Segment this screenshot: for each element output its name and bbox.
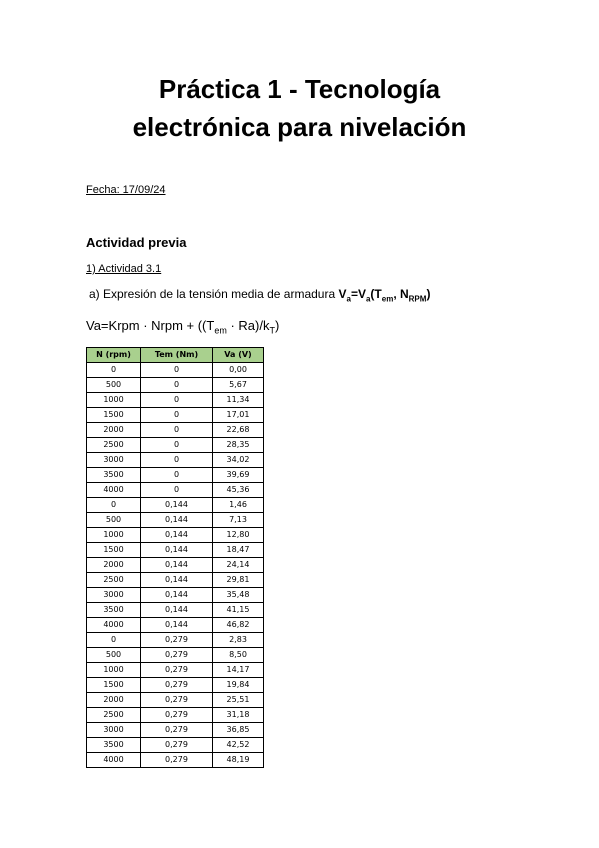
cell-tem-nm: 0,144: [141, 498, 213, 513]
table-row: [87, 573, 264, 588]
cell-tem-nm: 0,279: [141, 693, 213, 708]
cell-n-rpm: 500: [87, 513, 141, 528]
cell-n-rpm: 2000: [87, 423, 141, 438]
header-n-rpm: N (rpm): [87, 348, 141, 363]
cell-n-rpm: 0: [87, 633, 141, 648]
table-row: [87, 528, 264, 543]
table-row: [87, 453, 264, 468]
table-row: [87, 618, 264, 633]
cell-n-rpm: 4000: [87, 618, 141, 633]
table-row: [87, 468, 264, 483]
cell-n-rpm: 2500: [87, 708, 141, 723]
cell-tem-nm: 0,144: [141, 513, 213, 528]
table-row: [87, 408, 264, 423]
cell-va-v: 22,68: [213, 423, 264, 438]
cell-va-v: 7,13: [213, 513, 264, 528]
armature-voltage-formula: Va=Krpm · Nrpm + $((T_{em} \cdot Ra)/k_T)$: [86, 318, 280, 336]
cell-tem-nm: 0,279: [141, 753, 213, 768]
title-line-2: electrónica para nivelación: [132, 112, 467, 142]
cell-tem-nm: 0: [141, 423, 213, 438]
cell-n-rpm: 500: [87, 378, 141, 393]
cell-va-v: 25,51: [213, 693, 264, 708]
cell-n-rpm: 1000: [87, 663, 141, 678]
cell-tem-nm: 0: [141, 453, 213, 468]
cell-n-rpm: 1000: [87, 393, 141, 408]
activity-label: 1) Actividad 3.1: [86, 263, 162, 275]
cell-n-rpm: 3000: [87, 588, 141, 603]
voltage-table: [86, 347, 264, 768]
cell-va-v: 2,83: [213, 633, 264, 648]
table-row: [87, 603, 264, 618]
cell-n-rpm: 2000: [87, 558, 141, 573]
cell-tem-nm: 0,144: [141, 528, 213, 543]
table-row: [87, 723, 264, 738]
table-row: [87, 498, 264, 513]
cell-tem-nm: 0,144: [141, 573, 213, 588]
cell-n-rpm: 2500: [87, 573, 141, 588]
cell-va-v: 35,48: [213, 588, 264, 603]
cell-va-v: 48,19: [213, 753, 264, 768]
cell-va-v: 17,01: [213, 408, 264, 423]
table-row: [87, 633, 264, 648]
cell-va-v: 1,46: [213, 498, 264, 513]
cell-va-v: 46,82: [213, 618, 264, 633]
cell-va-v: 5,67: [213, 378, 264, 393]
cell-n-rpm: 2500: [87, 438, 141, 453]
table-row: [87, 378, 264, 393]
cell-va-v: 42,52: [213, 738, 264, 753]
cell-va-v: 29,81: [213, 573, 264, 588]
cell-va-v: 41,15: [213, 603, 264, 618]
cell-tem-nm: 0: [141, 468, 213, 483]
title-line-1: Práctica 1 - Tecnología: [158, 74, 441, 104]
cell-tem-nm: 0,279: [141, 678, 213, 693]
cell-n-rpm: 0: [87, 498, 141, 513]
subtask-expression: $V_a=V_a(T_{em}$, $N_{RPM}$): [338, 287, 431, 304]
cell-n-rpm: 1500: [87, 678, 141, 693]
cell-n-rpm: 2000: [87, 693, 141, 708]
cell-va-v: 39,69: [213, 468, 264, 483]
cell-tem-nm: 0: [141, 363, 213, 378]
table-row: [87, 753, 264, 768]
cell-va-v: 12,80: [213, 528, 264, 543]
cell-tem-nm: 0: [141, 378, 213, 393]
cell-va-v: 8,50: [213, 648, 264, 663]
cell-va-v: 24,14: [213, 558, 264, 573]
header-va-v: Va (V): [213, 348, 264, 363]
cell-n-rpm: 3500: [87, 603, 141, 618]
cell-tem-nm: 0,144: [141, 588, 213, 603]
table-row: [87, 423, 264, 438]
cell-n-rpm: 3000: [87, 723, 141, 738]
table-row: [87, 438, 264, 453]
table-row: [87, 693, 264, 708]
table-row: [87, 543, 264, 558]
document-title: [0, 70, 599, 146]
cell-va-v: 34,02: [213, 453, 264, 468]
date-label: Fecha: 17/09/24: [86, 184, 166, 196]
cell-va-v: 31,18: [213, 708, 264, 723]
cell-tem-nm: 0,279: [141, 648, 213, 663]
table-row: [87, 558, 264, 573]
subtask-prefix: a) Expresión de la tensión media de armadura: [89, 287, 339, 301]
cell-va-v: 45,36: [213, 483, 264, 498]
cell-n-rpm: 1500: [87, 543, 141, 558]
table-row: [87, 363, 264, 378]
cell-tem-nm: 0,279: [141, 633, 213, 648]
cell-n-rpm: 500: [87, 648, 141, 663]
table-row: [87, 663, 264, 678]
cell-tem-nm: 0: [141, 393, 213, 408]
cell-va-v: 19,84: [213, 678, 264, 693]
table-row: [87, 738, 264, 753]
cell-n-rpm: 4000: [87, 753, 141, 768]
table-row: [87, 483, 264, 498]
cell-n-rpm: 1000: [87, 528, 141, 543]
cell-n-rpm: 4000: [87, 483, 141, 498]
cell-va-v: 28,35: [213, 438, 264, 453]
cell-tem-nm: 0,279: [141, 738, 213, 753]
table-header-row: [87, 348, 264, 363]
cell-tem-nm: 0,144: [141, 618, 213, 633]
header-tem-nm: Tem (Nm): [141, 348, 213, 363]
cell-va-v: 11,34: [213, 393, 264, 408]
cell-va-v: 18,47: [213, 543, 264, 558]
table-row: [87, 678, 264, 693]
cell-tem-nm: 0: [141, 483, 213, 498]
cell-tem-nm: 0,279: [141, 708, 213, 723]
table-row: [87, 513, 264, 528]
cell-va-v: 14,17: [213, 663, 264, 678]
cell-va-v: 0,00: [213, 363, 264, 378]
cell-tem-nm: 0,144: [141, 558, 213, 573]
cell-n-rpm: 0: [87, 363, 141, 378]
cell-n-rpm: 1500: [87, 408, 141, 423]
section-heading: Actividad previa: [86, 235, 187, 250]
table-row: [87, 588, 264, 603]
table-body: [87, 363, 264, 768]
cell-tem-nm: 0,144: [141, 543, 213, 558]
cell-tem-nm: 0: [141, 438, 213, 453]
table-row: [87, 393, 264, 408]
subtask-text: [89, 287, 430, 303]
table-row: [87, 708, 264, 723]
cell-va-v: 36,85: [213, 723, 264, 738]
table-row: [87, 648, 264, 663]
cell-n-rpm: 3500: [87, 468, 141, 483]
cell-tem-nm: 0: [141, 408, 213, 423]
cell-n-rpm: 3500: [87, 738, 141, 753]
cell-tem-nm: 0,279: [141, 723, 213, 738]
cell-tem-nm: 0,279: [141, 663, 213, 678]
cell-tem-nm: 0,144: [141, 603, 213, 618]
cell-n-rpm: 3000: [87, 453, 141, 468]
